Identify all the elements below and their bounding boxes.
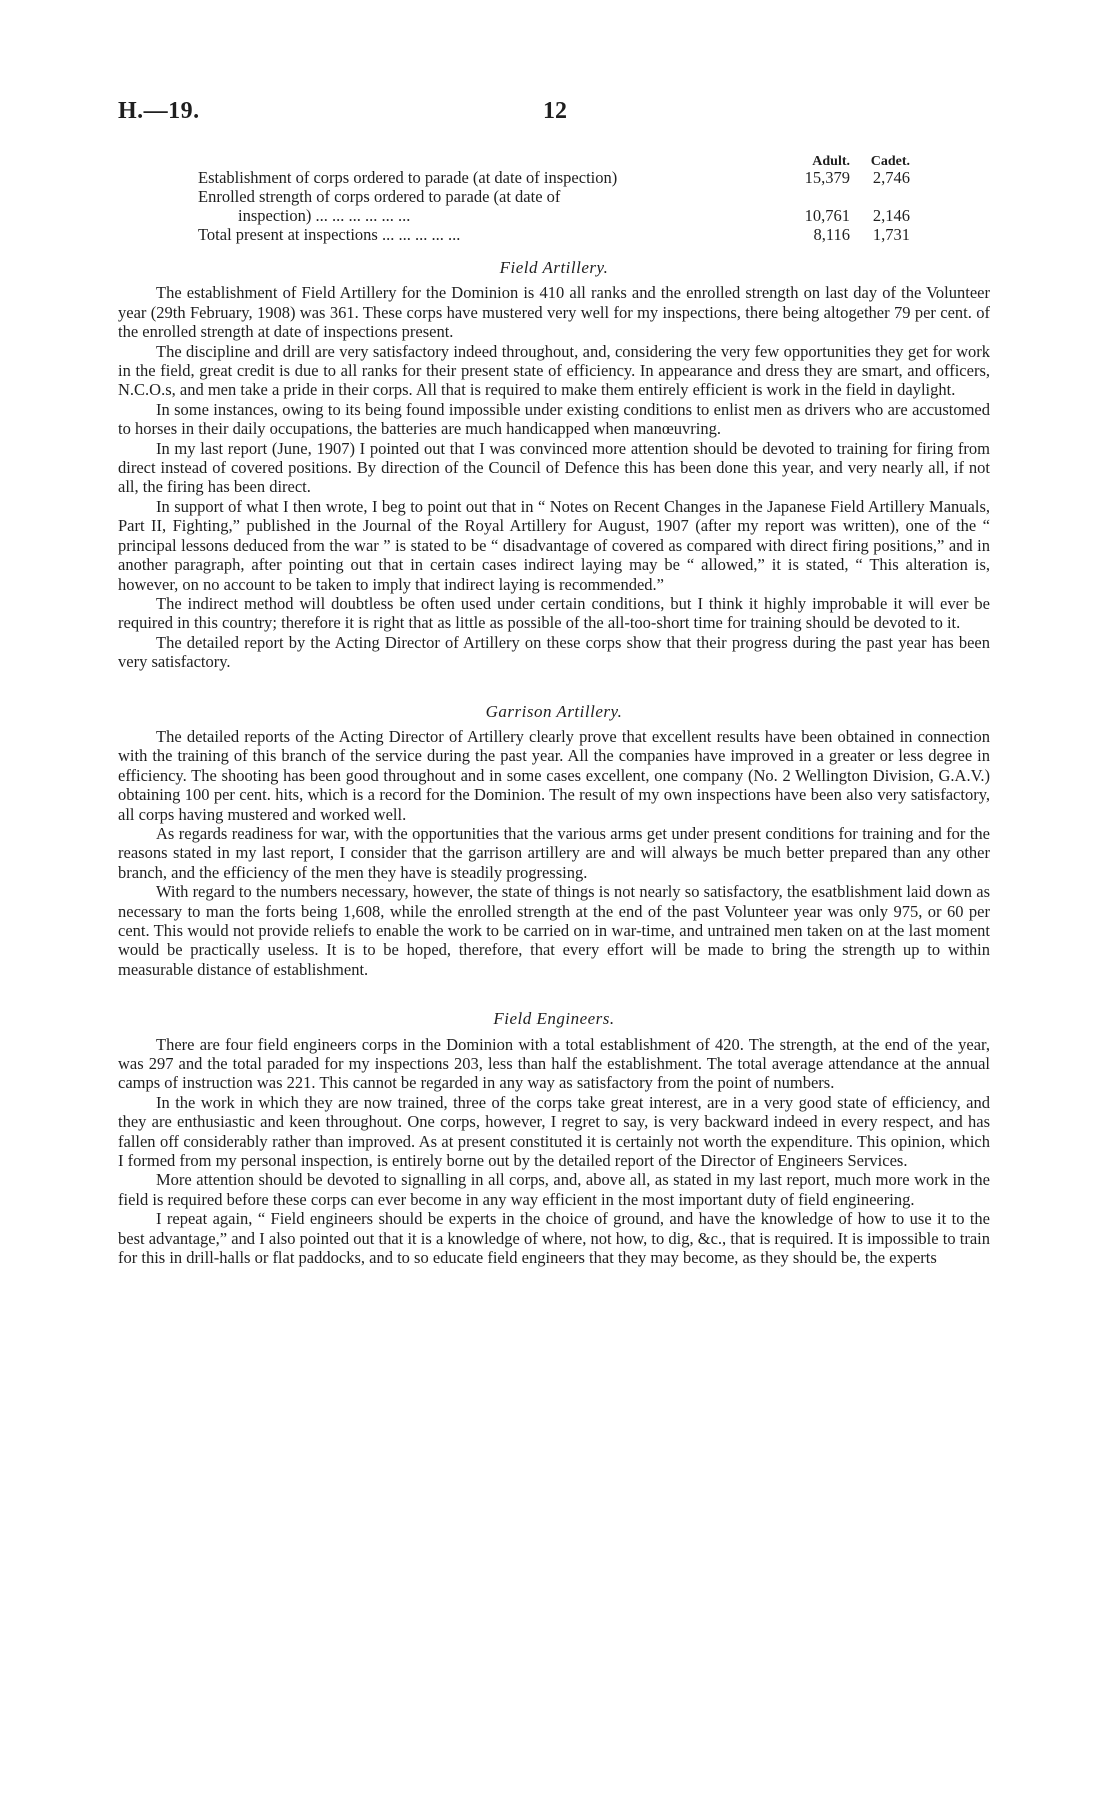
stats-cadet-value: 1,731 xyxy=(872,225,910,244)
paragraph: In my last report (June, 1907) I pointed out that I was convinced more attention should be devoted to training for firing from direct instead of covered positions. By direction of the Council of Defence this has been done this year, and very nearly all, if not all, the firing has been direct. xyxy=(118,438,990,497)
stats-adult-value: 10,761 xyxy=(804,206,850,225)
paragraph: The discipline and drill are very satisfactory indeed throughout, and, considering the very few opportunities they get for work in the field, great credit is due to all ranks for their present state of efficiency. In appearance and dress they are smart, and officers, N.C.O.s, and men take a pride in their corps. All that is required to make them entirely efficient is work in the field in daylight. xyxy=(118,341,990,400)
paragraph: With regard to the numbers necessary, however, the state of things is not nearly so satisfactory, the esatblishment laid down as necessary to man the forts being 1,608, while the enrolled strength at the end of the past Volunteer year was only 975, or 60 per cent. This would not provide reliefs to enable the work to be carried on in war-time, and untrained men taken on at the last moment would be practically useless. It is to be hoped, therefore, that every effort will be made to bring the strength up to within measurable distance of establishment. xyxy=(118,882,990,979)
page-number: 12 xyxy=(543,98,567,124)
stats-cadet-value: 2,146 xyxy=(872,206,910,225)
paragraph: I repeat again, “ Field engineers should be experts in the choice of ground, and have the knowledge of how to use it to the best advantage,” and I also pointed out that it is a knowledge of where, not how, to dig, &c., that is required. It is impossible to train for this in drill-halls or flat paddocks, and to so educate field engineers that they may become, as they should be, the experts xyxy=(118,1209,990,1268)
document-code: H.—19. xyxy=(118,98,200,124)
stats-label: Enrolled strength of corps ordered to parade (at date of xyxy=(198,187,561,206)
stats-cadet-value: 2,746 xyxy=(872,168,910,187)
paragraph: The detailed reports of the Acting Director of Artillery clearly prove that excellent results have been obtained in connection with the training of this branch of the service during the past year. All the companies have improved in a greater or less degree in efficiency. The shooting has been good throughout and in some cases excellent, one company (No. 2 Wellington Division, G.A.V.) obtaining 100 per cent. hits, which is a record for the Dominion. The result of my own inspections have been also very satisfactory, all corps having mustered and worked well. xyxy=(118,726,990,824)
section-heading-garrison-artillery: Garrison Artillery. xyxy=(485,701,623,721)
paragraph: More attention should be devoted to signalling in all corps, and, above all, as stated in my last report, much more work in the field is required before these corps can ever become in any way efficient in the most important duty of field engineering. xyxy=(118,1170,990,1209)
column-header-adult: Adult. xyxy=(812,154,850,169)
paragraph: In some instances, owing to its being found impossible under existing conditions to enlist men as drivers who are accustomed to horses in their daily occupations, the batteries are much handicapped when manœuvring. xyxy=(118,399,990,439)
stats-row-total-present xyxy=(198,225,910,244)
section-heading-field-engineers: Field Engineers. xyxy=(493,1009,615,1029)
stats-row-establishment xyxy=(198,168,910,187)
paragraph: In the work in which they are now trained, three of the corps take great interest, are in a very good state of efficiency, and they are enthusiastic and keen throughout. One corps, however, I regret to say, is very backward indeed in every respect, and has fallen off considerably rather than improved. As at present constituted it is certainly not worth the expenditure. This opinion, which I formed from my personal inspection, is entirely borne out by the detailed report of the Director of Engineers Services. xyxy=(118,1092,990,1171)
stats-row-enrolled xyxy=(198,187,910,206)
stats-adult-value: 15,379 xyxy=(804,168,850,187)
paragraph: In support of what I then wrote, I beg to point out that in “ Notes on Recent Changes in the Japanese Field Artillery Manuals, Part II, Fighting,” published in the Journal of the Royal Artillery for August, 1907 (after my report was written), one of the “ principal lessons deduced from the war ” is stated to be “ disadvantage of covered as compared with direct firing positions,” and in another paragraph, after pointing out that in certain cases indirect laying may be “ allowed,” it is stated, “ This alteration is, however, on no account to be taken to imply that indirect laying is recommended.” xyxy=(118,496,990,594)
paragraph: As regards readiness for war, with the opportunities that the various arms get under present conditions for training and for the reasons stated in my last report, I consider that the garrison artillery are and will always be much better prepared than any other branch, and the efficiency of the men they have is steadily progressing. xyxy=(118,823,990,882)
stats-label: Establishment of corps ordered to parade (at date of inspection) xyxy=(198,168,618,187)
paragraph: There are four field engineers corps in the Dominion with a total establishment of 420. The strength, at the end of the year, was 297 and the total paraded for my inspections 203, less than half the establishment. The total average attendance at the annual camps of instruction was 221. This cannot be regarded in any way as satisfactory from the point of numbers. xyxy=(118,1034,990,1093)
stats-adult-value: 8,116 xyxy=(813,225,850,244)
stats-row-enrolled-cont xyxy=(198,206,910,225)
stats-label: Total present at inspections ... ... ... ... ... xyxy=(198,225,461,244)
paragraph: The indirect method will doubtless be often used under certain conditions, but I think it highly improbable it will ever be required in this country; therefore it is right that as little as possible of the all-too-short time for training should be devoted to it. xyxy=(118,593,990,633)
paragraph: The detailed report by the Acting Director of Artillery on these corps show that their progress during the past year has been very satisfactory. xyxy=(118,632,990,672)
column-header-cadet: Cadet. xyxy=(870,154,910,169)
stats-label: inspection) ... ... ... ... ... ... xyxy=(238,206,411,225)
section-heading-field-artillery: Field Artillery. xyxy=(499,258,609,277)
document-body xyxy=(118,258,990,1268)
paragraph: The establishment of Field Artillery for the Dominion is 410 all ranks and the enrolled strength on last day of the Volunteer year (29th February, 1908) was 361. These corps have mustered very well for my inspections, there being altogether 79 per cent. of the enrolled strength at date of inspections present. xyxy=(118,283,990,342)
